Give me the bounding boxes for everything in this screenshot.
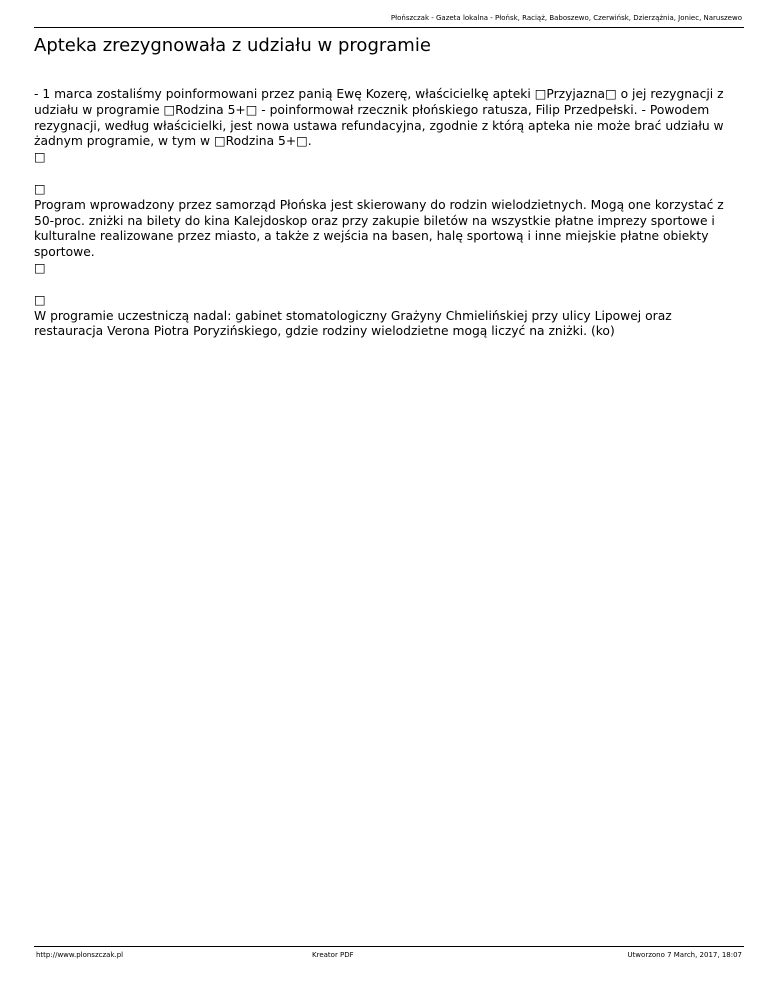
page-footer [34,946,744,958]
article-body [34,87,740,340]
paragraph-separator-glyph: □ [34,150,46,165]
paragraph-separator-glyph: □ [34,292,46,307]
paragraph-gap [34,277,740,293]
footer-created-date: Utworzono 7 March, 2017, 18:07 [627,951,742,959]
paragraph-gap [34,166,740,182]
article-paragraph-1: - 1 marca zostaliśmy poinformowani przez panią Ewę Kozerę, właścicielkę apteki □Przyjazna□ o jej rezygnacji z udziału w programie □Rodzina 5+□ - poinformował rzecznik płońskiego ratusza, Filip Przedpełski. - Powodem rezygnacji, według właścicielki, jest nowa ustawa refundacyjna, zgodnie z którą apteka nie może brać udziału w żadnym programie, w tym w □Rodzina 5+□. [34,87,724,149]
article-paragraph-3: W programie uczestniczą nadal: gabinet stomatologiczny Grażyny Chmielińskiej przy ulicy Lipowej oraz restauracja Verona Piotra Poryzińskiego, gdzie rodziny wielodzietne mogą liczyć na zniżki. (ko) [34,308,672,339]
article-title: Apteka zrezygnowała z udziału w programie [34,35,431,56]
footer-site-url[interactable]: http://www.plonszczak.pl [36,951,124,959]
site-header-text: Płońszczak - Gazeta lokalna - Płońsk, Raciąż, Baboszewo, Czerwińsk, Dzierzążnia, Joniec, Naruszewo [390,14,742,22]
article-paragraph-2: Program wprowadzony przez samorząd Płońska jest skierowany do rodzin wielodzietnych. Mogą one korzystać z 50-proc. zniżki na bilety do kina Kalejdoskop oraz przy zakupie biletów na wszystkie płatne imprezy sportowe i kulturalne realizowane przez miasto, a także z wejścia na basen, halę sportową i inne miejskie płatne obiekty sportowe. [34,197,724,260]
paragraph-separator-glyph: □ [34,260,46,275]
paragraph-separator-glyph: □ [34,181,46,196]
footer-generator: Kreator PDF [312,951,354,959]
page-header [34,10,744,28]
